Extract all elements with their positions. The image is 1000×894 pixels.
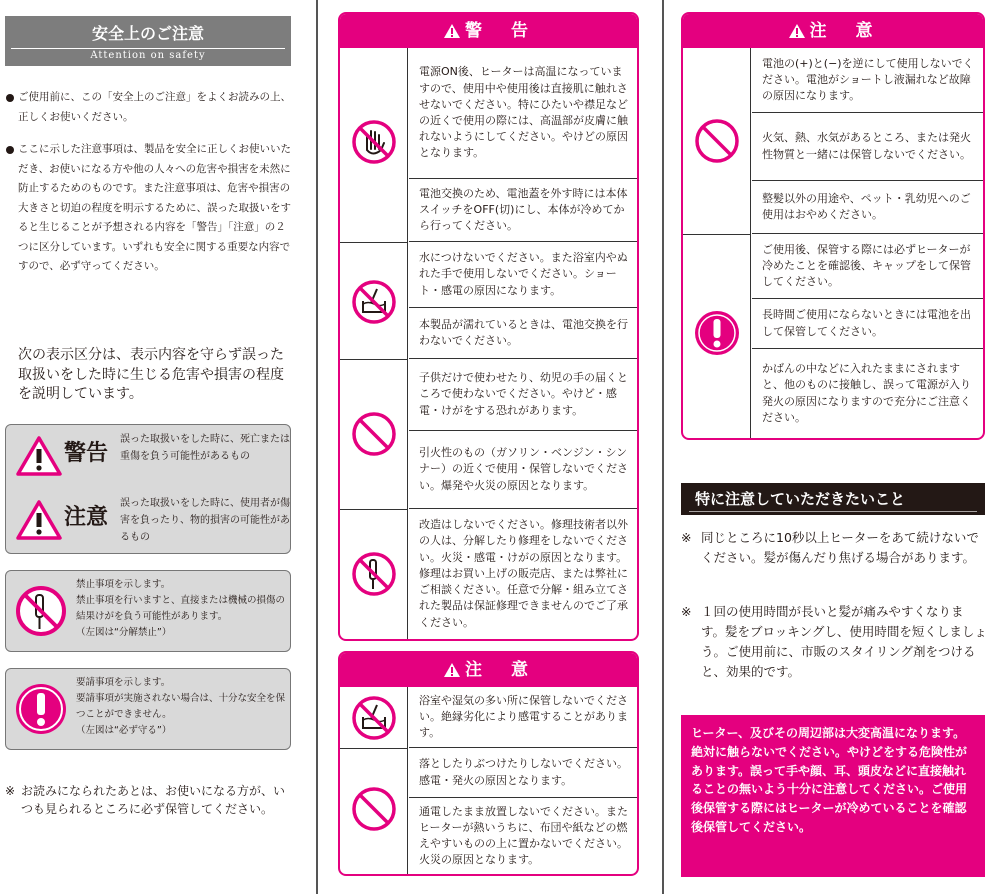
- safety-bullet-1: ご使用前に、この「安全上のご注意」をよくお読みの上、正しくお使いください。: [6, 88, 296, 127]
- warning-item-1: 電源ON後、ヒーターは高温になっていますので、使用中や使用後は直接肌に触れさせないでください。特にひたいや襟足などの近くで使用の際には、高温部が皮膚に触れないようにしてください。やけどの原因となります。: [409, 48, 637, 179]
- prohibit-touch-icon: [351, 119, 397, 165]
- caution2-item-1: 電池の(+)と(−)を逆にして使用しないでください。電池がショートし液漏れなど故障の原因になります。: [752, 48, 983, 113]
- safety-section-title: [5, 16, 291, 66]
- special-note-1: ※ 同じところに10秒以上ヒーターをあて続けないでください。髪が傷んだり焦げる場合があります。: [681, 530, 979, 565]
- prohibit-disassembly-icon: [351, 551, 397, 597]
- caution-triangle-icon: [443, 662, 461, 678]
- warning-item-4: 本製品が濡れているときは、電池交換を行わないでください。: [409, 308, 637, 359]
- bullet-dot-icon: [6, 94, 14, 102]
- mandatory-icon: [694, 310, 740, 356]
- warning-triangle-icon: [443, 23, 461, 39]
- legend-warning: [12, 429, 288, 485]
- caution-box-1-header: [340, 653, 637, 687]
- legend-caution-label: 注意: [64, 505, 109, 530]
- prohibit-icon: [694, 118, 740, 164]
- caution1-item-1: 浴室や湿気の多い所に保管しないでください。絶縁劣化により感電することがあります。: [409, 687, 637, 748]
- legend-warning-desc: 誤った取扱いをした時に、死亡または重傷を負う可能性があるもの: [120, 434, 290, 462]
- caution-triangle-icon: [788, 23, 806, 39]
- caution-box-2-title: 注 意: [809, 21, 879, 41]
- special-note-2: ※ １回の使用時間が長いと髪が痛みやすくなります。髪をブロッキングし、使用時間を短くしましょう。ご使用前に、市販のスタイリング剤をつけると、効果的です。: [681, 604, 987, 679]
- column-divider-right: [662, 0, 664, 894]
- warning-triangle-icon: [16, 435, 62, 477]
- caution-triangle-icon: [16, 499, 62, 541]
- legend-caution: [12, 493, 288, 549]
- safety-title: 安全上のご注意: [91, 24, 204, 43]
- special-title: 特に注意していただきたいこと: [681, 483, 985, 515]
- prohibit-disassembly-icon: [14, 584, 68, 638]
- prohibit-water-icon: [351, 279, 397, 325]
- warning-box-title: 警 告: [465, 21, 534, 41]
- warning-item-3: 水につけないでください。また浴室内やぬれた手で使用しないでください。ショート・感電の原因になります。: [409, 242, 637, 308]
- symbol-prohibit-box: [5, 570, 291, 652]
- caution2-item-6: かばんの中などに入れたままにされますと、他のものに接触し、誤って電源が入り発火の原因になりますので充分にご注意ください。: [762, 362, 971, 424]
- caution-box-2: [681, 12, 985, 440]
- caution-box-1-title: 注 意: [465, 660, 534, 680]
- symbol-required-desc: 要請事項を示します。 要請事項が実施されない場合は、十分な安全を保つことができません。 （左図は“必ず守る”）: [76, 677, 286, 736]
- caution2-item-3: 整髪以外の用途や、ペット・乳幼児へのご使用はおやめください。: [752, 181, 983, 234]
- storage-footnote: ※ お読みになられたあとは、お使いになる方が、いつも見られるところに必ず保管してください。: [5, 784, 286, 816]
- warning-item-2: 電池交換のため、電池蓋を外す時には本体スイッチをOFF(切)にし、本体が冷めてから行ってください。: [409, 179, 637, 242]
- caution2-item-2: 火気、熱、水気があるところ、または発火性物質と一緒には保管しないでください。: [752, 113, 983, 181]
- column-divider-left: [316, 0, 318, 894]
- prohibit-icon: [351, 786, 397, 832]
- bullet-dot-icon: [6, 146, 14, 154]
- display-category-note: 次の表示区分は、表示内容を守らず誤った取扱いをした時に生じる危害や損害の程度を説明しています。: [18, 347, 284, 402]
- warning-item-6: 引火性のもの（ガソリン・ベンジン・シンナー）の近くで使用・保管しないでください。爆発や火災の原因となります。: [409, 431, 637, 509]
- severity-legend: [5, 424, 291, 554]
- warning-item-5: 子供だけで使わせたり、幼児の手の届くところで使わないでください。やけど・感電・けがをする恐れがあります。: [409, 359, 637, 431]
- symbol-prohibit-desc: 禁止事項を示します。 禁止事項を行いますと、直接または機械の損傷の結果けがを負う可能性があります。 （左図は“分解禁止”）: [76, 579, 286, 638]
- safety-subtitle: Attention on safety: [11, 48, 285, 63]
- caution1-item-3: 通電したまま放置しないでください。またヒーターが熱いうちに、布団や紙などの燃えやすいものの上に置かないでください。火災の原因となります。: [419, 804, 628, 867]
- warning-box-header: [340, 14, 637, 48]
- symbol-required-box: [5, 668, 291, 750]
- legend-caution-desc: 誤った取扱いをした時に、使用者が傷害を負ったり、物的損害の可能性があるもの: [120, 498, 290, 543]
- caution-box-2-header: [683, 14, 983, 48]
- warning-item-7: 改造はしないでください。修理技術者以外の人は、分解したり修理をしないでください。火災・感電・けがの原因となります。修理はお買い上げの販売店、または弊社にご相談ください。任意で分解・組み立てされた製品は保証修理できませんのでご了承ください。: [419, 518, 628, 629]
- legend-warning-label: 警告: [64, 441, 109, 466]
- warning-box: [338, 12, 639, 641]
- icon-cell: [683, 48, 751, 438]
- caution2-item-5: 長時間ご使用にならないときには電池を出して保管してください。: [752, 299, 983, 349]
- safety-bullet-2: ここに示した注意事項は、製品を安全に正しくお使いいただき、お使いになる方や他の人々への危害や損害を未然に防止するためのものです。また注意事項は、危害や損害の大きさと切迫の程度を明示するために、誤った取扱いをすると生じることが予想される内容を「警告」「注意」の２つに区分しています。いずれも安全に関する重要な内容ですので、必ず守ってください。: [6, 140, 296, 277]
- prohibit-icon: [351, 411, 397, 457]
- high-temperature-warning: ヒーター、及びその周辺部は大変高温になります。絶対に触らないでください。やけどをする危険性があります。誤って手や顔、耳、頭皮などに直接触れることの無いよう十分に注意してください。ご使用後保管する際にはヒーターが冷めていることを確認後保管してください。: [681, 715, 985, 877]
- caution1-item-2: 落としたりぶつけたりしないでください。感電・発火の原因となります。: [409, 748, 637, 798]
- prohibit-humidity-icon: [351, 695, 397, 741]
- caution-box-1: [338, 651, 639, 876]
- mandatory-icon: [14, 682, 68, 736]
- caution2-item-4: ご使用後、保管する際には必ずヒーターが冷めたことを確認後、キャップをして保管してください。: [752, 234, 983, 299]
